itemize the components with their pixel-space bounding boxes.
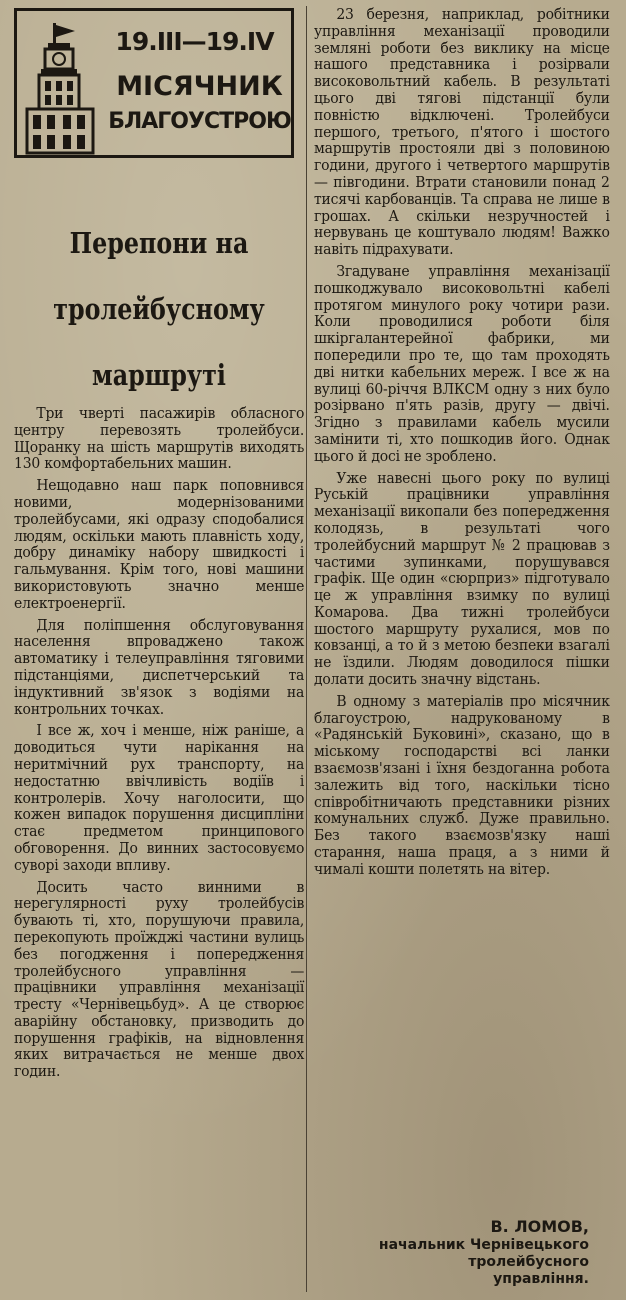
rubric-box <box>14 8 294 158</box>
headline-line: маршруті <box>92 358 226 392</box>
headline-line: Перепони на <box>69 226 249 260</box>
left-column <box>14 0 304 1300</box>
author-signature <box>314 1218 589 1288</box>
column-divider <box>306 6 307 1292</box>
headline-line: тролейбусному <box>53 292 265 326</box>
paragraph: Досить часто винними в нерегулярності руху тролейбусів бувають ті, хто, порушуючи правила, перекопують проїжджі частини вулиць без погодження і попередження тролейбусного управління — працівники управління механізації тресту «Чернівецьбуд». А це створює аварійну обстановку, призводить до порушення графіків, на відновлення яких витрачається не менше двох годин. <box>14 877 305 1081</box>
paragraph: Згадуване управління механізації пошкоджувало високовольтні кабелі протягом минулого року чотири рази. Коли проводилися роботи біля шкіргалантерейної фабрики, ми попередили про те, що там проходять дві нитки кабельних мереж. І все ж на вулиці 60-річчя ВЛКСМ одну з них було розірвано п'ять разів, другу — двічі. Згідно з правилами кабель мусили замінити ті, хто пошкодив його. Однак цього й досі не зроблено. <box>314 261 610 465</box>
right-column <box>314 0 610 1300</box>
paragraph: Для поліпшення обслуговування населення впроваджено також автоматику і телеуправління тяговими підстанціями, диспетчерський та індуктивний зв'язок з водіями на контрольних точках. <box>14 615 305 718</box>
author-title-line: начальник Чернівецького <box>378 1237 589 1253</box>
rubric-title-line-1: МІСЯЧНИК <box>116 71 283 102</box>
town-hall-tower-icon <box>23 21 101 155</box>
author-title-line: тролейбусного <box>468 1254 589 1270</box>
left-article-body <box>14 405 304 1085</box>
paragraph: І все ж, хоч і менше, ніж раніше, а доводиться чути нарікання на неритмічний рух транспорту, на недостатню ввічливість водіїв і контролерів. Хочу наголосити, що кожен випадок порушення дисципліни стає предметом принципового обговорення. До винних застосовуємо суворі заходи впливу. <box>14 721 305 874</box>
author-name: В. ЛОМОВ, <box>490 1217 589 1236</box>
paragraph: Три чверті пасажирів обласного центру перевозять тролейбуси. Щоранку на шість маршрутів виходять 130 комфортабельних машин. <box>14 404 305 473</box>
paragraph: 23 березня, наприклад, робітники управління механізації проводили земляні роботи без виклику на місце нашого представника і розірвали високовольтний кабель. В результаті цього дві тягові підстанції були повністю відключені. Тролейбуси першого, третього, п'ятого і шостого маршрутів простояли дві з половиною години, другого і четвертого маршрутів — півгодини. Втрати становили понад 2 тисячі карбованців. Та справа не лише в грошах. А скільки незручностей і нервувань це коштувало людям! Важко навіть підрахувати. <box>314 5 610 259</box>
author-title-line: управління. <box>493 1271 589 1287</box>
paragraph: Нещодавно наш парк поповнився новими, модернізованими тролейбусами, які одразу сподобалися людям, оскільки мають плавність ходу, добру динаміку набору швидкості і гальмування. Крім того, нові машини використовують значно менше електроенергії. <box>14 476 305 612</box>
rubric-dates: 19.ІІІ—19.ІV <box>115 27 274 56</box>
right-article-body <box>314 6 610 883</box>
paragraph: В одному з матеріалів про місячник благоустрою, надрукованому в «Радянській Буковині», сказано, що в міському господарстві всі ланки взаємозв'язані і їхня бездоганна робота залежить від того, наскільки тісно співробітничають представники різних комунальних служб. Дуже правильно. Без такого взаємозв'язку наші старання, наша праця, а з ними й чималі кошти полетять на вітер. <box>314 691 610 878</box>
rubric-title-line-2: БЛАГОУСТРОЮ <box>108 109 291 134</box>
paragraph: Уже навесні цього року по вулиці Руській працівники управління механізації викопали без попередження колодязь, в результаті чого тролейбусний маршрут № 2 працював з частими зупинками, порушувався графік. Ще один «сюрприз» підготувало це ж управління взимку по вулиці Комарова. Два тижні тролейбуси шостого маршруту рухалися, мов по ковзанці, а то й з метою безпеки взагалі не їздили. Людям доводилося пішки долати досить значну відстань. <box>314 468 610 689</box>
article-headline <box>40 210 278 408</box>
